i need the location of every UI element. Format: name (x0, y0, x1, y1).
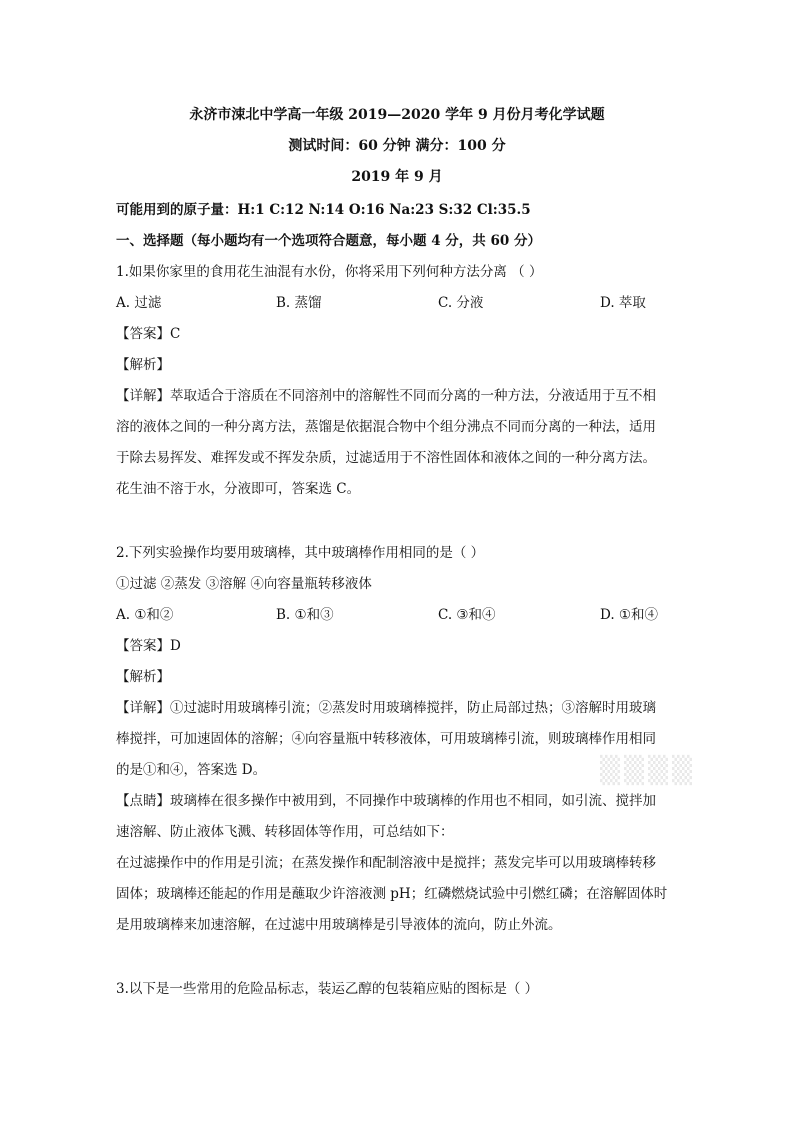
q2-items: ①过滤 ②蒸发 ③溶解 ④向容量瓶转移液体 (116, 576, 372, 592)
q1-answer: 【答案】C (116, 326, 181, 342)
q1-detail-line: 于除去易挥发、难挥发或不挥发杂质，过滤适用于不溶性固体和液体之间的一种分离方法。 (116, 450, 656, 466)
atomic-masses: 可能用到的原子量：H:1 C:12 N:14 O:16 Na:23 S:32 Cl:35.5 (116, 202, 531, 218)
q1-detail-line: 溶的液体之间的一种分离方法，蒸馏是依据混合物中个组分沸点不同而分离的一种法，适用 (116, 419, 656, 435)
q2-detail-line: 棒搅拌，可加速固体的溶解；④向容量瓶中转移液体，可用玻璃棒引流，则玻璃棒作用相同 (116, 731, 656, 747)
q2-analysis-label: 【解析】 (116, 669, 170, 685)
q2-tip-line: 【点睛】玻璃棒在很多操作中被用到，不同操作中玻璃棒的作用也不相同，如引流、搅拌加 (116, 793, 656, 809)
q2-detail-line: 【详解】①过滤时用玻璃棒引流；②蒸发时用玻璃棒搅拌，防止局部过热；③溶解时用玻璃 (116, 700, 656, 716)
q2-option-a: A. ①和② (116, 607, 174, 623)
q1-option-c: C. 分液 (438, 295, 484, 311)
q3-stem: 3.以下是一些常用的危险品标志，装运乙醇的包装箱应贴的图标是（ ） (116, 981, 539, 997)
q2-detail-line: 的是①和④，答案选 D。 (116, 762, 267, 778)
q2-option-c: C. ③和④ (438, 607, 496, 623)
q2-summary-line: 是用玻璃棒来加速溶解，在过滤中用玻璃棒是引导液体的流向，防止外流。 (116, 917, 562, 933)
q1-analysis-label: 【解析】 (116, 357, 170, 373)
q1-option-b: B. 蒸馏 (276, 295, 322, 311)
exam-time-score: 测试时间：60 分钟 满分：100 分 (288, 138, 506, 154)
exam-date: 2019 年 9 月 (351, 169, 443, 185)
q1-option-a: A. 过滤 (116, 295, 162, 311)
q2-option-d: D. ①和④ (600, 607, 659, 623)
q1-detail-line: 花生油不溶于水，分液即可，答案选 C。 (116, 481, 361, 497)
exam-title: 永济市涑北中学高一年级 2019—2020 学年 9 月份月考化学试题 (189, 107, 605, 123)
q2-answer: 【答案】D (116, 638, 181, 654)
q2-stem: 2.下列实验操作均要用玻璃棒，其中玻璃棒作用相同的是（ ） (116, 545, 485, 561)
watermark-graphic: ▒▒▒▒ (600, 756, 696, 786)
q1-stem: 1.如果你家里的食用花生油混有水份，你将采用下列何种方法分离 （ ） (116, 264, 543, 280)
q2-summary-line: 在过滤操作中的作用是引流；在蒸发操作和配制溶液中是搅拌；蒸发完毕可以用玻璃棒转移 (116, 855, 656, 871)
q2-tip-line: 速溶解、防止液体飞溅、转移固体等作用，可总结如下： (116, 824, 454, 840)
q2-summary-line: 固体；玻璃棒还能起的作用是蘸取少许溶液测 pH；红磷燃烧试验中引燃红磷；在溶解固体时 (116, 886, 668, 902)
q1-option-d: D. 萃取 (600, 295, 646, 311)
section-title: 一、选择题（每小题均有一个选项符合题意，每小题 4 分，共 60 分） (116, 233, 541, 249)
q2-option-b: B. ①和③ (276, 607, 334, 623)
q1-detail-line: 【详解】萃取适合于溶质在不同溶剂中的溶解性不同而分离的一种方法，分液适用于互不相 (116, 388, 656, 404)
